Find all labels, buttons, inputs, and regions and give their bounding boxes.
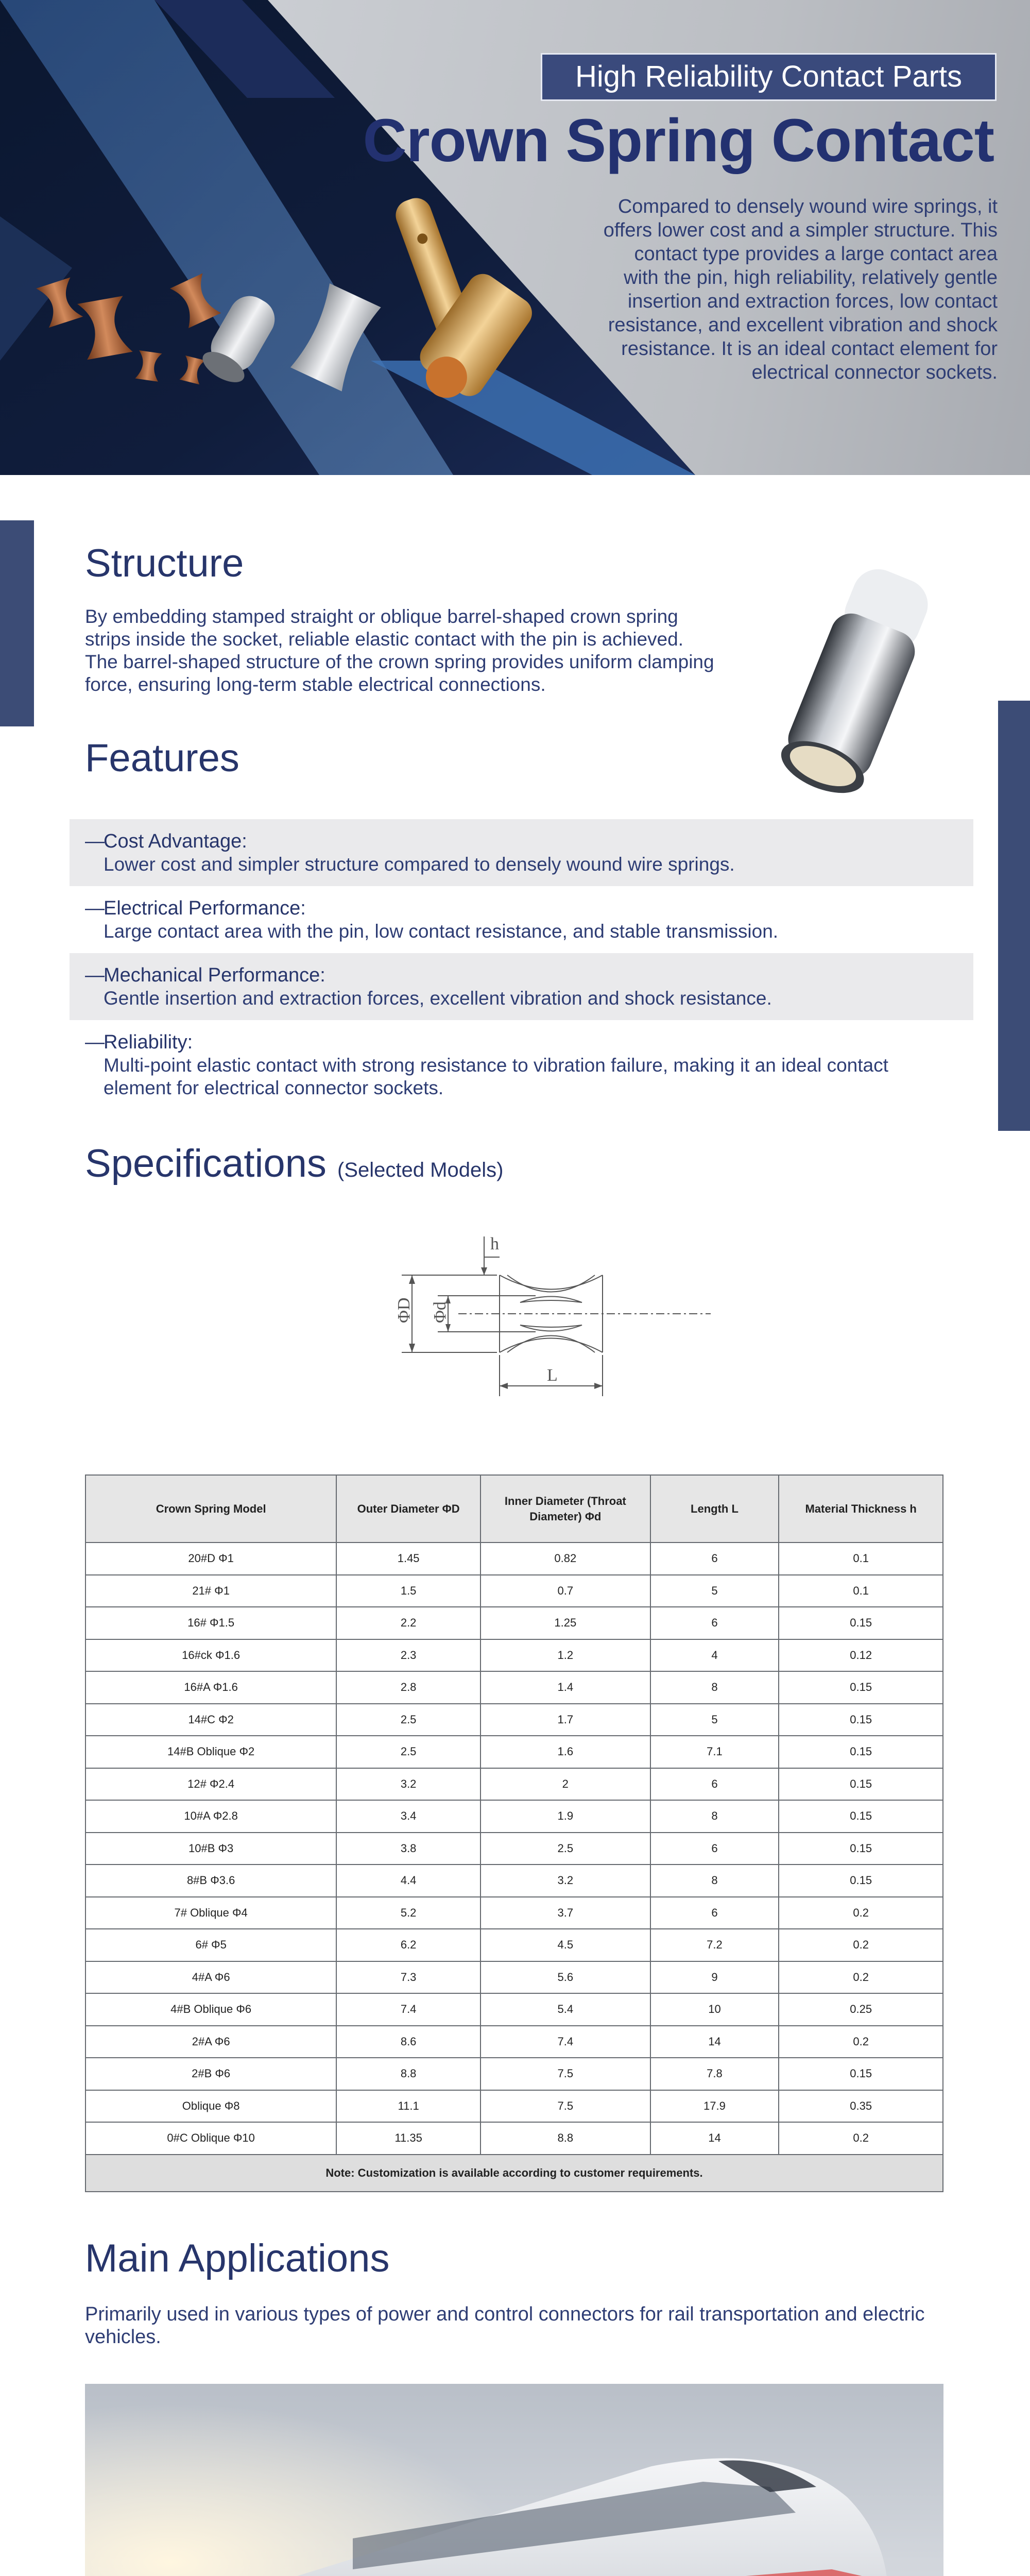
table-cell: 6 [650, 1543, 779, 1575]
feature-item-cost [70, 819, 973, 886]
table-cell: 2#A Φ6 [85, 2026, 336, 2058]
table-cell: 8.6 [336, 2026, 480, 2058]
table-row [85, 1704, 943, 1736]
table-cell: 20#D Φ1 [85, 1543, 336, 1575]
applications-text: Primarily used in various types of power and control connectors for rail transportation and electric vehicles. [85, 2303, 925, 2348]
table-cell: 8 [650, 1671, 779, 1704]
specifications-title: Specifications [85, 1142, 327, 1185]
table-cell: 0.15 [779, 1833, 943, 1865]
applications-heading: Main Applications [85, 2236, 390, 2280]
table-cell: 1.6 [480, 1736, 650, 1768]
table-cell: 2.5 [336, 1704, 480, 1736]
table-cell: 1.4 [480, 1671, 650, 1704]
table-cell: 4.4 [336, 1865, 480, 1897]
table-cell: 14#C Φ2 [85, 1704, 336, 1736]
table-cell: 0.15 [779, 2058, 943, 2090]
table-cell: 11.1 [336, 2090, 480, 2123]
feature-title: Mechanical Performance: [104, 964, 325, 986]
table-cell: 6 [650, 1897, 779, 1929]
table-row [85, 1800, 943, 1833]
table-row [85, 2122, 943, 2155]
feature-dash: — [85, 1031, 105, 1053]
table-cell: 0.25 [779, 1993, 943, 2026]
column-header: Length L [650, 1475, 779, 1543]
table-cell: 1.9 [480, 1800, 650, 1833]
table-cell: 7.4 [480, 2026, 650, 2058]
feature-dash: — [85, 897, 105, 919]
specifications-table [85, 1475, 943, 2192]
specifications-heading [85, 1141, 503, 1186]
feature-body: Multi-point elastic contact with strong resistance to vibration failure, making it an ideal contact element for electrical connector sockets. [104, 1055, 888, 1098]
hero-badge: High Reliability Contact Parts [541, 53, 997, 101]
table-cell: 16#A Φ1.6 [85, 1671, 336, 1704]
table-cell: 0.15 [779, 1800, 943, 1833]
table-cell: 1.45 [336, 1543, 480, 1575]
table-cell: 0.2 [779, 2026, 943, 2058]
table-cell: 0.15 [779, 1607, 943, 1639]
right-accent-bar [998, 701, 1030, 1131]
column-header: Outer Diameter ΦD [336, 1475, 480, 1543]
table-cell: 9 [650, 1961, 779, 1994]
features-heading: Features [85, 736, 239, 780]
table-note: Note: Customization is available according to customer requirements. [85, 2155, 943, 2192]
table-cell: 1.5 [336, 1575, 480, 1607]
feature-body: Gentle insertion and extraction forces, excellent vibration and shock resistance. [104, 988, 772, 1009]
table-cell: 0.82 [480, 1543, 650, 1575]
hero-description: Compared to densely wound wire springs, it offers lower cost and a simpler structure. This contact type provides a large contact area with the pin, high reliability, relatively gentle insertion and extraction forces, low contact resistance, and excellent vibration and shock resistance. It is an ideal contact element for electrical connector sockets. [603, 196, 998, 383]
table-cell: 5.4 [480, 1993, 650, 2026]
table-cell: Oblique Φ8 [85, 2090, 336, 2123]
left-accent-bar [0, 520, 34, 726]
table-note-row [85, 2155, 943, 2192]
table-cell: 0.2 [779, 1897, 943, 1929]
table-cell: 7.4 [336, 1993, 480, 2026]
table-row [85, 1929, 943, 1961]
table-row [85, 1671, 943, 1704]
table-cell: 8#B Φ3.6 [85, 1865, 336, 1897]
table-cell: 7.5 [480, 2058, 650, 2090]
feature-item-reliability [70, 1020, 973, 1110]
table-cell: 12# Φ2.4 [85, 1768, 336, 1801]
table-cell: 14#B Oblique Φ2 [85, 1736, 336, 1768]
table-cell: 21# Φ1 [85, 1575, 336, 1607]
table-cell: 3.7 [480, 1897, 650, 1929]
table-cell: 2#B Φ6 [85, 2058, 336, 2090]
diagram-label-h: h [490, 1234, 499, 1253]
table-cell: 2.5 [336, 1736, 480, 1768]
table-cell: 0.2 [779, 1961, 943, 1994]
feature-title: Cost Advantage: [104, 831, 247, 852]
table-cell: 2.2 [336, 1607, 480, 1639]
table-cell: 2.8 [336, 1671, 480, 1704]
hero-banner [0, 0, 1030, 475]
structure-text: By embedding stamped straight or oblique barrel-shaped crown spring strips inside the socket, reliable elastic contact with the pin is achieved. The barrel-shaped structure of the crown spring provides uniform clamping force, ensuring long-term stable electrical connections. [85, 606, 714, 695]
table-cell: 0.15 [779, 1736, 943, 1768]
table-cell: 1.7 [480, 1704, 650, 1736]
table-cell: 0.15 [779, 1671, 943, 1704]
table-cell: 7.2 [650, 1929, 779, 1961]
table-cell: 1.2 [480, 1639, 650, 1672]
table-cell: 2.5 [480, 1833, 650, 1865]
table-cell: 0.2 [779, 1929, 943, 1961]
table-cell: 0.12 [779, 1639, 943, 1672]
table-cell: 11.35 [336, 2122, 480, 2155]
table-row [85, 2090, 943, 2123]
column-header: Crown Spring Model [85, 1475, 336, 1543]
features-list [70, 819, 973, 1110]
crown-spring-product-image [757, 556, 953, 804]
table-cell: 10 [650, 1993, 779, 2026]
table-cell: 6 [650, 1768, 779, 1801]
table-cell: 16#ck Φ1.6 [85, 1639, 336, 1672]
table-cell: 0.2 [779, 2122, 943, 2155]
table-cell: 4#A Φ6 [85, 1961, 336, 1994]
specifications-subtitle: (Selected Models) [337, 1159, 504, 1181]
table-cell: 16# Φ1.5 [85, 1607, 336, 1639]
table-row [85, 1833, 943, 1865]
table-cell: 5.6 [480, 1961, 650, 1994]
table-cell: 7.3 [336, 1961, 480, 1994]
table-cell: 14 [650, 2026, 779, 2058]
column-header: Inner Diameter (Throat Diameter) Φd [480, 1475, 650, 1543]
table-cell: 7.8 [650, 2058, 779, 2090]
train-and-connectors-illustration [85, 2384, 943, 2576]
table-row [85, 2058, 943, 2090]
table-cell: 10#B Φ3 [85, 1833, 336, 1865]
table-row [85, 1607, 943, 1639]
table-cell: 0.1 [779, 1543, 943, 1575]
table-cell: 5 [650, 1704, 779, 1736]
table-cell: 14 [650, 2122, 779, 2155]
diagram-label-d: Φd [431, 1301, 450, 1323]
table-cell: 0.15 [779, 1768, 943, 1801]
diagram-label-L: L [547, 1366, 558, 1385]
table-cell: 7.5 [480, 2090, 650, 2123]
table-cell: 8.8 [480, 2122, 650, 2155]
table-row [85, 1897, 943, 1929]
feature-item-mechanical [70, 953, 973, 1020]
table-row [85, 2026, 943, 2058]
feature-body: Lower cost and simpler structure compared to densely wound wire springs. [104, 854, 735, 875]
table-cell: 0.15 [779, 1704, 943, 1736]
table-cell: 3.4 [336, 1800, 480, 1833]
table-row [85, 1993, 943, 2026]
table-row [85, 1543, 943, 1575]
diagram-label-D: ΦD [394, 1297, 414, 1323]
table-cell: 6.2 [336, 1929, 480, 1961]
table-cell: 10#A Φ2.8 [85, 1800, 336, 1833]
table-cell: 17.9 [650, 2090, 779, 2123]
table-cell: 8.8 [336, 2058, 480, 2090]
table-row [85, 1639, 943, 1672]
table-row [85, 1736, 943, 1768]
table-cell: 2.3 [336, 1639, 480, 1672]
table-cell: 6 [650, 1607, 779, 1639]
table-cell: 2 [480, 1768, 650, 1801]
table-cell: 0.7 [480, 1575, 650, 1607]
table-cell: 4 [650, 1639, 779, 1672]
table-cell: 4.5 [480, 1929, 650, 1961]
table-cell: 7# Oblique Φ4 [85, 1897, 336, 1929]
table-cell: 0.35 [779, 2090, 943, 2123]
table-cell: 5 [650, 1575, 779, 1607]
table-cell: 3.8 [336, 1833, 480, 1865]
structure-heading: Structure [85, 541, 244, 585]
feature-title: Reliability: [104, 1031, 193, 1053]
table-cell: 3.2 [480, 1865, 650, 1897]
table-row [85, 1961, 943, 1994]
table-cell: 3.2 [336, 1768, 480, 1801]
table-row [85, 1865, 943, 1897]
column-header: Material Thickness h [779, 1475, 943, 1543]
table-cell: 7.1 [650, 1736, 779, 1768]
table-header-row [85, 1475, 943, 1543]
feature-title: Electrical Performance: [104, 897, 306, 919]
table-cell: 1.25 [480, 1607, 650, 1639]
table-cell: 8 [650, 1865, 779, 1897]
table-cell: 5.2 [336, 1897, 480, 1929]
table-cell: 4#B Oblique Φ6 [85, 1993, 336, 2026]
table-cell: 8 [650, 1800, 779, 1833]
table-cell: 0.1 [779, 1575, 943, 1607]
table-cell: 0.15 [779, 1865, 943, 1897]
table-row [85, 1768, 943, 1801]
table-cell: 0#C Oblique Φ10 [85, 2122, 336, 2155]
feature-dash: — [85, 964, 105, 986]
applications-image [85, 2384, 943, 2576]
table-cell: 6# Φ5 [85, 1929, 336, 1961]
hero-title: Crown Spring Contact [363, 107, 994, 175]
table-body [85, 1543, 943, 2155]
feature-body: Large contact area with the pin, low contact resistance, and stable transmission. [104, 921, 779, 942]
feature-item-electrical [70, 886, 973, 953]
table-cell: 6 [650, 1833, 779, 1865]
feature-dash: — [85, 831, 105, 852]
crown-spring-dimension-diagram [381, 1226, 721, 1401]
table-row [85, 1575, 943, 1607]
